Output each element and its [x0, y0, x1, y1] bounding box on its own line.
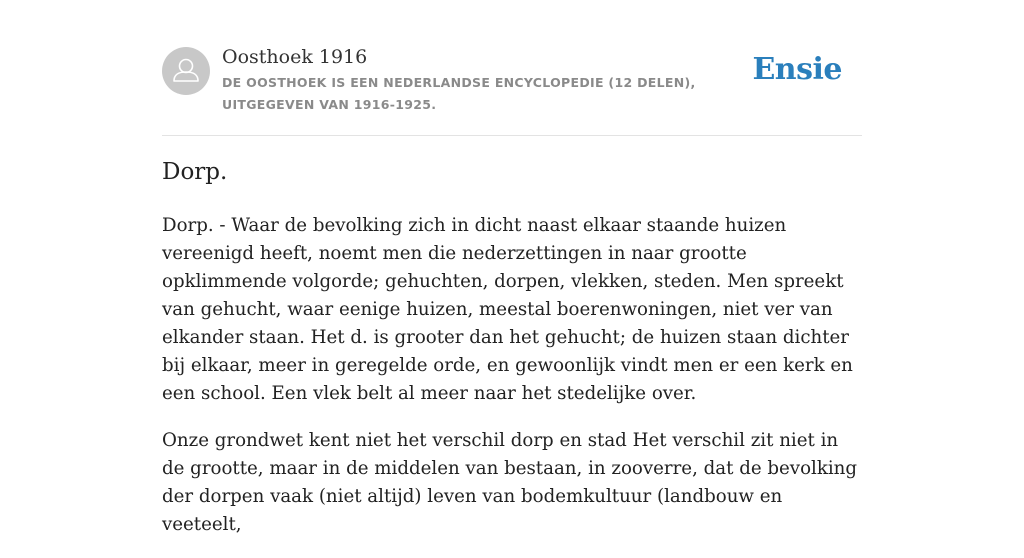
source-header	[162, 0, 862, 136]
ensie-logo[interactable]: Ensie	[752, 52, 842, 87]
article-page	[162, 0, 862, 535]
article-body	[162, 212, 862, 558]
article-title: Dorp.	[162, 159, 228, 185]
article-paragraph: Dorp. - Waar de bevolking zich in dicht naast elkaar staande huizen vereenigd heeft, noemt men die nederzettingen in naar grootte opklimmende volgorde; gehuchten, dorpen, vlekken, steden. Men spreekt van gehucht, waar eenige huizen, meestal boerenwoningen, niet ver van elkander staan. Het d. is grooter dan het gehucht; de huizen staan dichter bij elkaar, meer in geregelde orde, en gewoonlijk vindt men er een kerk en een school. Een vlek belt al meer naar het stedelijke over.	[162, 215, 853, 404]
source-description: DE OOSTHOEK IS EEN NEDERLANDSE ENCYCLOPEDIE (12 DELEN), UITGEGEVEN VAN 1916-1925.	[222, 75, 696, 112]
source-name-link[interactable]: Oosthoek 1916	[222, 46, 368, 68]
article-paragraph: Onze grondwet kent niet het verschil dorp en stad Het verschil zit niet in de grootte, maar in de middelen van bestaan, in zooverre, dat de bevolking der dorpen vaak (niet altijd) leven van bodemkultuur (landbouw en veeteelt,	[162, 430, 858, 535]
user-avatar-icon[interactable]	[162, 47, 210, 95]
